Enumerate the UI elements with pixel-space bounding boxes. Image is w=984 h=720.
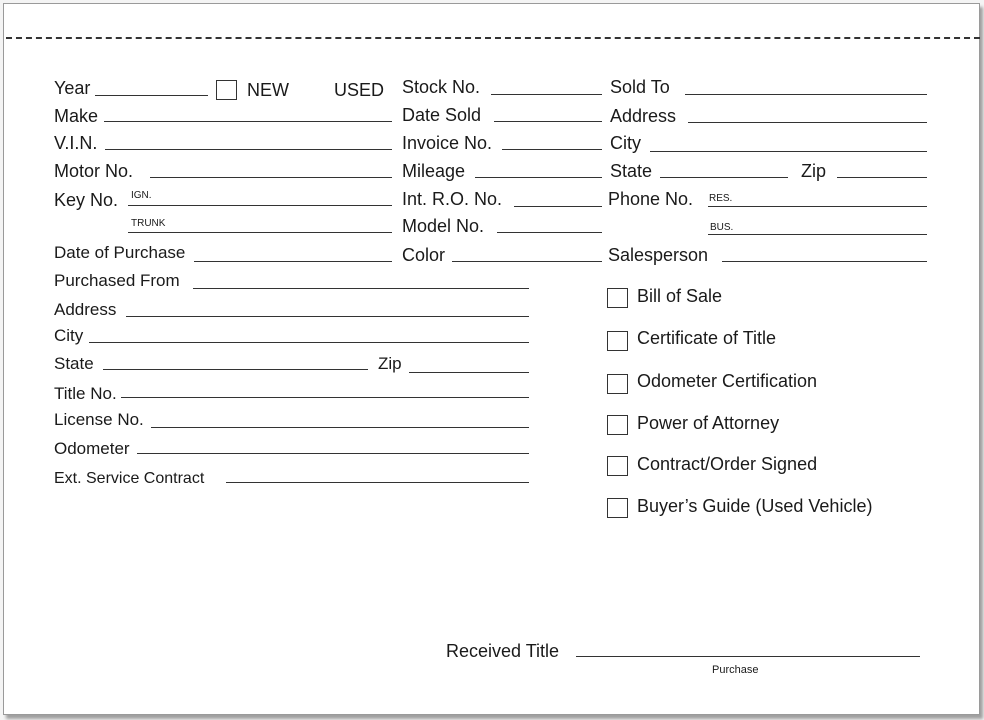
sold-to-field[interactable] — [685, 94, 927, 95]
int-ro-no-label: Int. R.O. No. — [402, 189, 503, 209]
perforation-line — [6, 37, 980, 39]
model-no-field[interactable] — [497, 232, 602, 233]
make-label: Make — [54, 106, 99, 126]
right-city-label: City — [610, 133, 641, 153]
vin-label: V.I.N. — [54, 133, 98, 153]
title-no-field[interactable] — [121, 397, 529, 398]
power-of-attorney-label: Power of Attorney — [637, 413, 780, 433]
phone-no-label: Phone No. — [608, 189, 694, 209]
left-city-field[interactable] — [89, 342, 529, 343]
odometer-certification-label: Odometer Certification — [637, 371, 818, 391]
odometer-certification-checkbox[interactable] — [607, 374, 628, 394]
certificate-of-title-label: Certificate of Title — [637, 328, 777, 348]
title-no-label: Title No. — [54, 384, 117, 403]
date-of-purchase-label: Date of Purchase — [54, 243, 186, 262]
license-no-label: License No. — [54, 410, 144, 429]
purchased-from-label: Purchased From — [54, 271, 180, 290]
mileage-label: Mileage — [402, 161, 466, 181]
power-of-attorney-checkbox[interactable] — [607, 415, 628, 435]
license-no-field[interactable] — [151, 427, 529, 428]
new-checkbox[interactable] — [216, 80, 237, 100]
buyers-guide-checkbox[interactable] — [607, 498, 628, 518]
received-title-label: Received Title — [446, 641, 560, 661]
right-zip-field[interactable] — [837, 177, 927, 178]
left-address-label: Address — [54, 300, 117, 319]
form-card — [3, 3, 980, 715]
odometer-label: Odometer — [54, 439, 130, 458]
color-field[interactable] — [452, 261, 602, 262]
contract-order-signed-checkbox[interactable] — [607, 456, 628, 476]
year-field[interactable] — [95, 95, 208, 96]
right-state-field[interactable] — [660, 177, 788, 178]
motor-no-field[interactable] — [150, 177, 392, 178]
year-label: Year — [54, 78, 91, 98]
res-label: RES. — [709, 193, 733, 204]
invoice-no-field[interactable] — [502, 149, 602, 150]
sold-to-label: Sold To — [610, 77, 670, 97]
used-label: USED — [334, 80, 385, 100]
phone-bus-field[interactable] — [708, 234, 927, 235]
right-state-label: State — [610, 161, 653, 181]
make-field[interactable] — [104, 121, 392, 122]
certificate-of-title-checkbox[interactable] — [607, 331, 628, 351]
invoice-no-label: Invoice No. — [402, 133, 493, 153]
key-ign-field[interactable] — [128, 205, 392, 206]
received-title-field[interactable] — [576, 656, 920, 657]
ext-service-contract-label: Ext. Service Contract — [54, 470, 205, 487]
buyers-guide-label: Buyer’s Guide (Used Vehicle) — [637, 496, 873, 516]
new-label: NEW — [247, 80, 289, 100]
date-sold-label: Date Sold — [402, 105, 482, 125]
left-state-field[interactable] — [103, 369, 368, 370]
salesperson-field[interactable] — [722, 261, 927, 262]
mileage-field[interactable] — [475, 177, 602, 178]
purchase-label: Purchase — [712, 664, 759, 676]
key-trunk-field[interactable] — [128, 232, 392, 233]
date-of-purchase-field[interactable] — [194, 261, 392, 262]
bus-label: BUS. — [710, 222, 734, 233]
int-ro-no-field[interactable] — [514, 206, 602, 207]
left-state-label: State — [54, 354, 94, 373]
ext-service-contract-field[interactable] — [226, 482, 529, 483]
stock-no-field[interactable] — [491, 94, 602, 95]
salesperson-label: Salesperson — [608, 245, 709, 265]
left-zip-field[interactable] — [409, 372, 529, 373]
model-no-label: Model No. — [402, 216, 485, 236]
right-city-field[interactable] — [650, 151, 927, 152]
phone-res-field[interactable] — [708, 206, 927, 207]
right-address-field[interactable] — [688, 122, 927, 123]
motor-no-label: Motor No. — [54, 161, 134, 181]
right-zip-label: Zip — [801, 161, 827, 181]
bill-of-sale-label: Bill of Sale — [637, 286, 723, 306]
color-label: Color — [402, 245, 446, 265]
odometer-field[interactable] — [137, 453, 529, 454]
key-no-label: Key No. — [54, 190, 119, 210]
right-address-label: Address — [610, 106, 677, 126]
purchased-from-field[interactable] — [193, 288, 529, 289]
left-address-field[interactable] — [126, 316, 529, 317]
ign-label: IGN. — [131, 190, 152, 201]
vin-field[interactable] — [105, 149, 392, 150]
date-sold-field[interactable] — [494, 121, 602, 122]
bill-of-sale-checkbox[interactable] — [607, 288, 628, 308]
left-zip-label: Zip — [378, 354, 402, 373]
left-city-label: City — [54, 326, 84, 345]
contract-order-signed-label: Contract/Order Signed — [637, 454, 818, 474]
stock-no-label: Stock No. — [402, 77, 481, 97]
trunk-label: TRUNK — [131, 218, 166, 229]
